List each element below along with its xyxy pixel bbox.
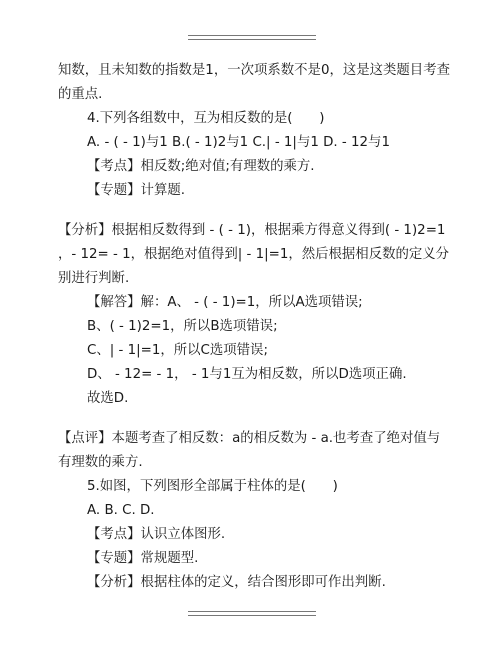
text-line: 别进行判断. — [58, 271, 130, 286]
fenxi-paragraph: 【分析】根据相反数得到 - ( - 1)，根据乘方得意义得到( - 1)2=1 — [58, 223, 446, 238]
text-line: ，- 12= - 1，根据绝对值得到| - 1|=1，然后根据相反数的定义分 — [58, 247, 450, 262]
answer-c: C、| - 1|=1，所以C选项错误; — [87, 343, 268, 358]
question-5: 5.如图，下列图形全部属于柱体的是( ) — [87, 479, 338, 494]
kaodian-label: 【考点】相反数;绝对值;有理数的乘方. — [87, 159, 315, 174]
zhuanti-label: 【专题】计算题. — [87, 183, 185, 198]
text-line: 知数，且未知数的指数是1，一次项系数不是0，这是这类题目考查 — [58, 63, 450, 78]
question-4-options: A. - ( - 1)与1 B.( - 1)2与1 C.| - 1|与1 D. - 12与1 — [87, 135, 390, 150]
answer-choice: 故选D. — [87, 391, 129, 406]
fenxi-label: 【分析】根据柱体的定义，结合图形即可作出判断. — [87, 575, 386, 590]
text-line: 的重点. — [58, 87, 103, 102]
kaodian-label: 【考点】认识立体图形. — [87, 527, 226, 542]
answer-d: D、 - 12= - 1， - 1与1互为相反数，所以D选项正确. — [87, 367, 407, 382]
question-4: 4.下列各组数中，互为相反数的是( ) — [87, 111, 325, 126]
header-rule — [188, 35, 316, 40]
footer-rule — [188, 611, 316, 616]
text-line: 有理数的乘方. — [58, 455, 143, 470]
zhuanti-label: 【专题】常规题型. — [87, 551, 199, 566]
answer-b: B、( - 1)2=1，所以B选项错误; — [87, 319, 278, 334]
question-5-options: A. B. C. D. — [87, 503, 155, 518]
dianping-paragraph: 【点评】本题考查了相反数：a的相反数为 - a.也考查了绝对值与 — [58, 431, 441, 446]
jieda-label: 【解答】解：A、 - ( - 1)=1，所以A选项错误; — [87, 295, 363, 310]
